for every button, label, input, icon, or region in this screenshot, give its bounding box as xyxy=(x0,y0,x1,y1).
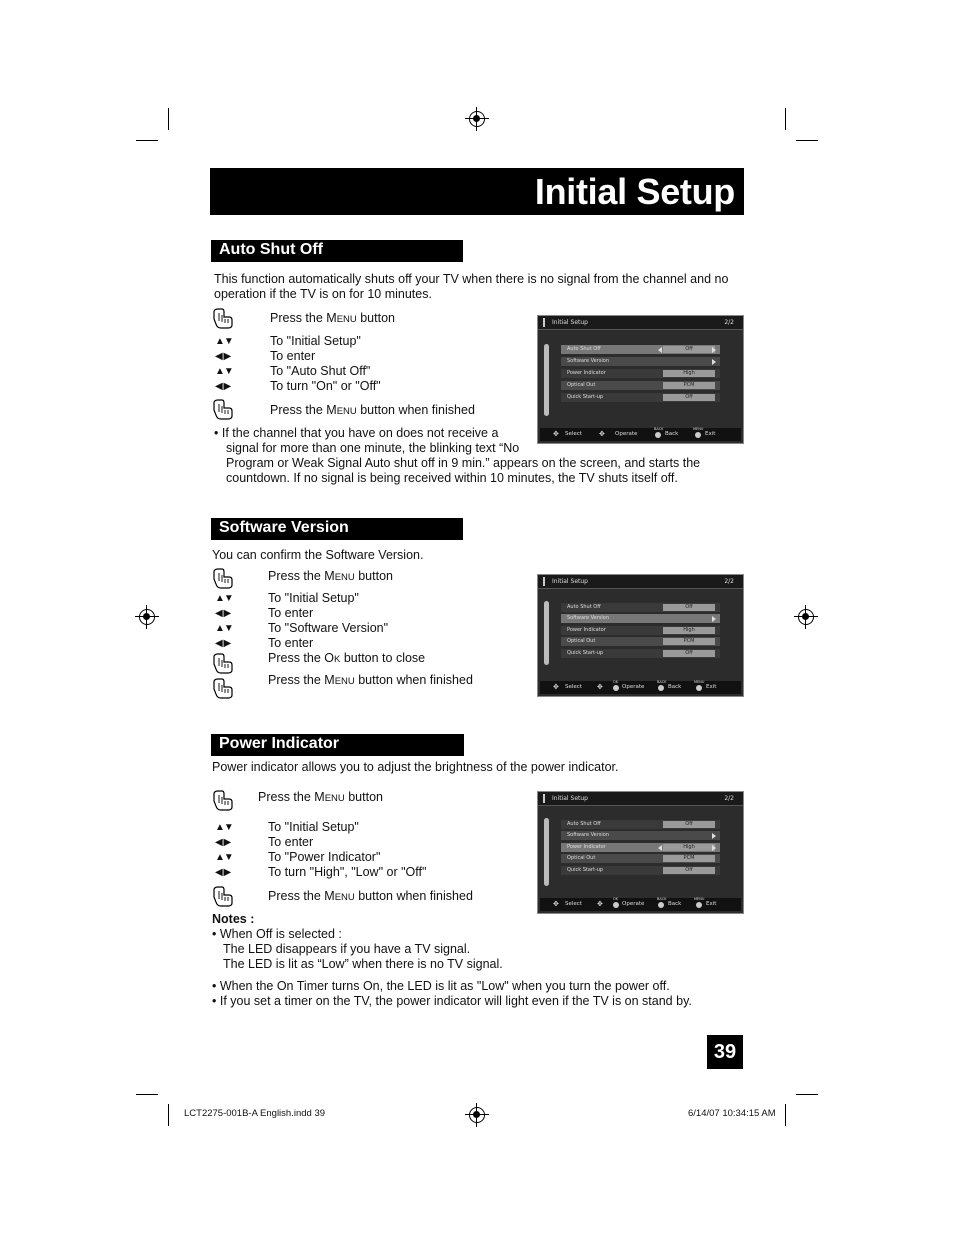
left-right-arrows-icon: ◀ ▶ xyxy=(215,837,231,848)
software-version-step-ok: Press the OK button to close xyxy=(268,651,426,665)
tv-scrollbar xyxy=(544,344,549,416)
tv-menu-title: Initial Setup xyxy=(552,795,588,802)
tv-menu-title: Initial Setup xyxy=(552,578,588,585)
auto-shut-off-step-3: To "Auto Shut Off" xyxy=(270,364,371,378)
left-right-arrows-icon: ◀ ▶ xyxy=(215,608,231,619)
software-version-step-3: To "Software Version" xyxy=(268,621,389,635)
up-down-arrows-icon: ▲▼ xyxy=(215,822,233,833)
tv-screen-power-indicator xyxy=(537,791,744,914)
left-right-arrows-icon: ◀ ▶ xyxy=(215,638,231,649)
crop-mark xyxy=(785,108,786,130)
registration-mark xyxy=(798,609,814,625)
crop-mark xyxy=(136,1094,158,1095)
button-circle-icon xyxy=(613,902,619,908)
button-circle-icon xyxy=(696,685,702,691)
power-indicator-step-2: To enter xyxy=(268,835,314,849)
power-indicator-note-1b: The LED is lit as “Low” when there is no TV signal. xyxy=(223,957,503,971)
tv-menu-item: Quick Start-up Off xyxy=(561,393,720,402)
section-heading-software-version: Software Version xyxy=(211,518,463,540)
tv-menu-header xyxy=(538,575,743,589)
up-down-arrows-icon: ▲▼ xyxy=(215,336,233,347)
dpad-icon: ✥ xyxy=(599,430,605,438)
button-circle-icon xyxy=(658,685,664,691)
left-right-arrows-icon: ◀ ▶ xyxy=(215,381,231,392)
tv-menu-header xyxy=(538,792,743,806)
tv-menu-item: Auto Shut Off Off xyxy=(561,603,720,612)
crop-mark xyxy=(796,1094,818,1095)
button-circle-icon xyxy=(695,432,701,438)
page-title: Initial Setup xyxy=(534,171,735,212)
tv-menu-item: Quick Start-up Off xyxy=(561,649,720,658)
hand-press-icon xyxy=(212,652,234,674)
hand-press-icon xyxy=(212,789,234,811)
power-indicator-note-1a: The LED disappears if you have a TV signal. xyxy=(223,942,471,956)
power-indicator-step-4: To turn "High", "Low" or "Off" xyxy=(268,865,427,879)
registration-mark xyxy=(469,1107,485,1123)
software-version-step-1: To "Initial Setup" xyxy=(268,591,359,605)
auto-shut-off-intro-line1: This function automatically shuts off your TV when there is no signal from the channel and no xyxy=(214,272,729,286)
tv-menu-item: Optical Out PCM xyxy=(561,637,720,646)
hand-press-icon xyxy=(212,885,234,907)
section-heading-auto-shut-off: Auto Shut Off xyxy=(211,240,463,262)
hand-press-icon xyxy=(212,398,234,420)
software-version-step-finish: Press the MENU button when finished xyxy=(268,673,473,687)
tv-menu-page: 2/2 xyxy=(724,578,734,585)
crop-mark xyxy=(136,140,158,141)
registration-mark xyxy=(139,609,155,625)
tv-menu-footer: ✥ Select ✥ OK Operate BACK Back MENU Exit xyxy=(540,898,741,911)
up-down-arrows-icon: ▲▼ xyxy=(215,623,233,634)
auto-shut-off-step-1: To "Initial Setup" xyxy=(270,334,361,348)
hand-press-icon xyxy=(212,567,234,589)
tv-menu-item: Software Version xyxy=(561,831,720,840)
tv-menu-footer: ✥ Select ✥ OK Operate BACK Back MENU Exit xyxy=(540,681,741,694)
tv-menu-item: Optical Out PCM xyxy=(561,381,720,390)
tv-menu-item: Auto Shut Off Off xyxy=(561,820,720,829)
tv-screen-software-version xyxy=(537,574,744,697)
wrench-icon xyxy=(543,577,545,586)
button-circle-icon xyxy=(658,902,664,908)
software-version-step-menu: Press the MENU button xyxy=(268,569,393,583)
wrench-icon xyxy=(543,318,545,327)
tv-menu-item: Software Version xyxy=(561,614,720,623)
auto-shut-off-note-line2: signal for more than one minute, the blinking text “No xyxy=(226,441,520,455)
software-version-intro: You can confirm the Software Version. xyxy=(212,548,424,562)
dpad-icon: ✥ xyxy=(597,900,603,908)
auto-shut-off-step-finish: Press the MENU button when finished xyxy=(270,403,475,417)
button-circle-icon xyxy=(696,902,702,908)
auto-shut-off-note-line1: • If the channel that you have on does not receive a xyxy=(214,426,499,440)
dpad-icon: ✥ xyxy=(597,683,603,691)
power-indicator-step-1: To "Initial Setup" xyxy=(268,820,359,834)
up-down-arrows-icon: ▲▼ xyxy=(215,593,233,604)
power-indicator-step-3: To "Power Indicator" xyxy=(268,850,381,864)
tv-menu-page: 2/2 xyxy=(724,319,734,326)
software-version-step-4: To enter xyxy=(268,636,314,650)
wrench-icon xyxy=(543,794,545,803)
left-right-arrows-icon: ◀ ▶ xyxy=(215,351,231,362)
page-title-bar xyxy=(210,168,744,215)
auto-shut-off-step-2: To enter xyxy=(270,349,316,363)
crop-mark xyxy=(785,1104,786,1126)
tv-menu-item: Power Indicator High xyxy=(561,369,720,378)
tv-screen-auto-shut-off xyxy=(537,315,744,444)
section-heading-power-indicator: Power Indicator xyxy=(211,734,464,756)
dpad-icon: ✥ xyxy=(553,683,559,691)
button-circle-icon xyxy=(655,432,661,438)
power-indicator-intro: Power indicator allows you to adjust the brightness of the power indicator. xyxy=(212,760,619,774)
footer-file-name: LCT2275-001B-A English.indd 39 xyxy=(184,1108,326,1119)
left-right-arrows-icon: ◀ ▶ xyxy=(215,867,231,878)
tv-menu-page: 2/2 xyxy=(724,795,734,802)
tv-menu-title: Initial Setup xyxy=(552,319,588,326)
footer-datetime: 6/14/07 10:34:15 AM xyxy=(688,1108,776,1119)
button-circle-icon xyxy=(613,685,619,691)
hand-press-icon xyxy=(212,307,234,329)
page-number: 39 xyxy=(707,1035,743,1069)
crop-mark xyxy=(168,1104,169,1126)
tv-menu-item: Quick Start-up Off xyxy=(561,866,720,875)
tv-menu-item: Power Indicator High xyxy=(561,626,720,635)
up-down-arrows-icon: ▲▼ xyxy=(215,366,233,377)
crop-mark xyxy=(168,108,169,130)
auto-shut-off-intro-line2: operation if the TV is on for 10 minutes. xyxy=(214,287,432,301)
auto-shut-off-note-line4: countdown. If no signal is being received within 10 minutes, the TV shuts itself off. xyxy=(226,471,678,485)
tv-scrollbar xyxy=(544,601,549,665)
power-indicator-note-1: • When Off is selected : xyxy=(212,927,342,941)
tv-menu-footer: ✥ Select ✥ Operate BACK Back MENU Exit xyxy=(540,428,741,441)
notes-label: Notes : xyxy=(212,912,255,926)
tv-menu-item: Auto Shut Off Off xyxy=(561,345,720,354)
hand-press-icon xyxy=(212,677,234,699)
power-indicator-note-3: • If you set a timer on the TV, the power indicator will light even if the TV is on stand by. xyxy=(212,994,692,1008)
tv-scrollbar xyxy=(544,818,549,886)
auto-shut-off-step-menu: Press the MENU button xyxy=(270,311,395,325)
tv-menu-item: Optical Out PCM xyxy=(561,854,720,863)
registration-mark xyxy=(469,111,485,127)
power-indicator-step-menu: Press the MENU button xyxy=(258,790,383,804)
power-indicator-note-2: • When the On Timer turns On, the LED is lit as "Low" when you turn the power off. xyxy=(212,979,670,993)
up-down-arrows-icon: ▲▼ xyxy=(215,852,233,863)
tv-menu-item: Software Version xyxy=(561,357,720,366)
dpad-icon: ✥ xyxy=(553,900,559,908)
power-indicator-step-finish: Press the MENU button when finished xyxy=(268,889,473,903)
auto-shut-off-note-line3: Program or Weak Signal Auto shut off in 9 min.” appears on the screen, and starts the xyxy=(226,456,701,470)
dpad-icon: ✥ xyxy=(553,430,559,438)
software-version-step-2: To enter xyxy=(268,606,314,620)
auto-shut-off-step-4: To turn "On" or "Off" xyxy=(270,379,381,393)
tv-menu-item: Power Indicator High xyxy=(561,843,720,852)
tv-menu-header xyxy=(538,316,743,330)
crop-mark xyxy=(796,140,818,141)
